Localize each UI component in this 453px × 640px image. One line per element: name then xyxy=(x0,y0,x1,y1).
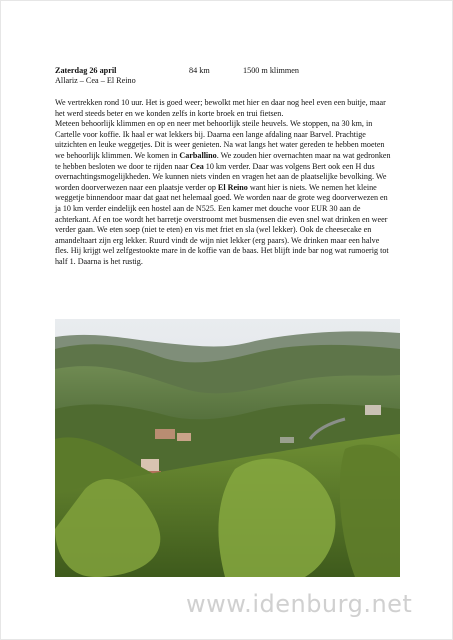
place-name: El Reino xyxy=(217,182,248,192)
text-segment: We vertrekken rond 10 uur. Het is goed weer; bewolkt met hier en daar nog heel even een buitje, maar het werd steeds beter en we konden zelfs in korte broek en trui fietsen. xyxy=(55,98,386,118)
entry-date: Zaterdag 26 april xyxy=(55,66,117,75)
diary-header xyxy=(55,66,395,86)
text-segment: want hier is niets. We nemen het kleine weggetje binnendoor maar dat gaat net helemaal goed. We worden naar de grote weg doorverwezen en ja 10 km verder eindelijk een hostel aan de N525. Een kamer met douche voor EUR 30 aan de achterkant. Af en toe wordt het barretje overstroomt met busmensen die even snel wat drinken en weer verder gaan. We eten soep (niet te eten) en vis met friet en sla (wel lekker). Ook de cheesecake en amandeltaart zijn erg lekker. Ruurd vindt de wijn niet lekker (erg paars). We drinken maar een halve fles. Hij krijgt wel zelfgestookte mare in de koffie van de baas. Het blijft inde bar nog wat rumoerig tot half 1. Daarna is het rustig. xyxy=(55,182,389,266)
place-name: Carballino xyxy=(179,150,217,160)
paragraph xyxy=(55,98,395,268)
route: Allariz – Cea – El Reino xyxy=(55,76,136,85)
landscape-photo-image xyxy=(55,319,400,577)
text-segment: . We zouden hier overnachten maar na wat gedronken te hebben besloten we door te rijden naar xyxy=(55,150,391,171)
header-row xyxy=(55,66,395,76)
climbing: 1500 m klimmen xyxy=(243,66,299,75)
text-segment: Meteen behoorlijk klimmen en op en neer met behoorlijk steile heuvels. We stoppen, na 30 km, in Cartelle voor koffie. Ik haal er wat lekkers bij. Daarna een lange afdaling naar Barvel. Prachtige uitzichten en leuke weggetjes. Dit is weer genieten. Na wat langs het water gereden te hebben moeten we behoorlijk klimmen. We komen in xyxy=(55,119,385,160)
distance: 84 km xyxy=(189,66,210,75)
text-segment: 10 km verder. Daar was volgens Bert ook een H dus overnachtingsmogelijkheden. We kunnen niets vinden en vragen het aan de plaatselijke bevolking. We worden doorverwezen naar een plaatsje verder op xyxy=(55,161,387,192)
watermark: www.idenburg.net xyxy=(186,590,413,618)
place-name: Cea xyxy=(190,161,204,171)
diary-text xyxy=(55,98,395,268)
landscape-photo xyxy=(55,319,400,577)
